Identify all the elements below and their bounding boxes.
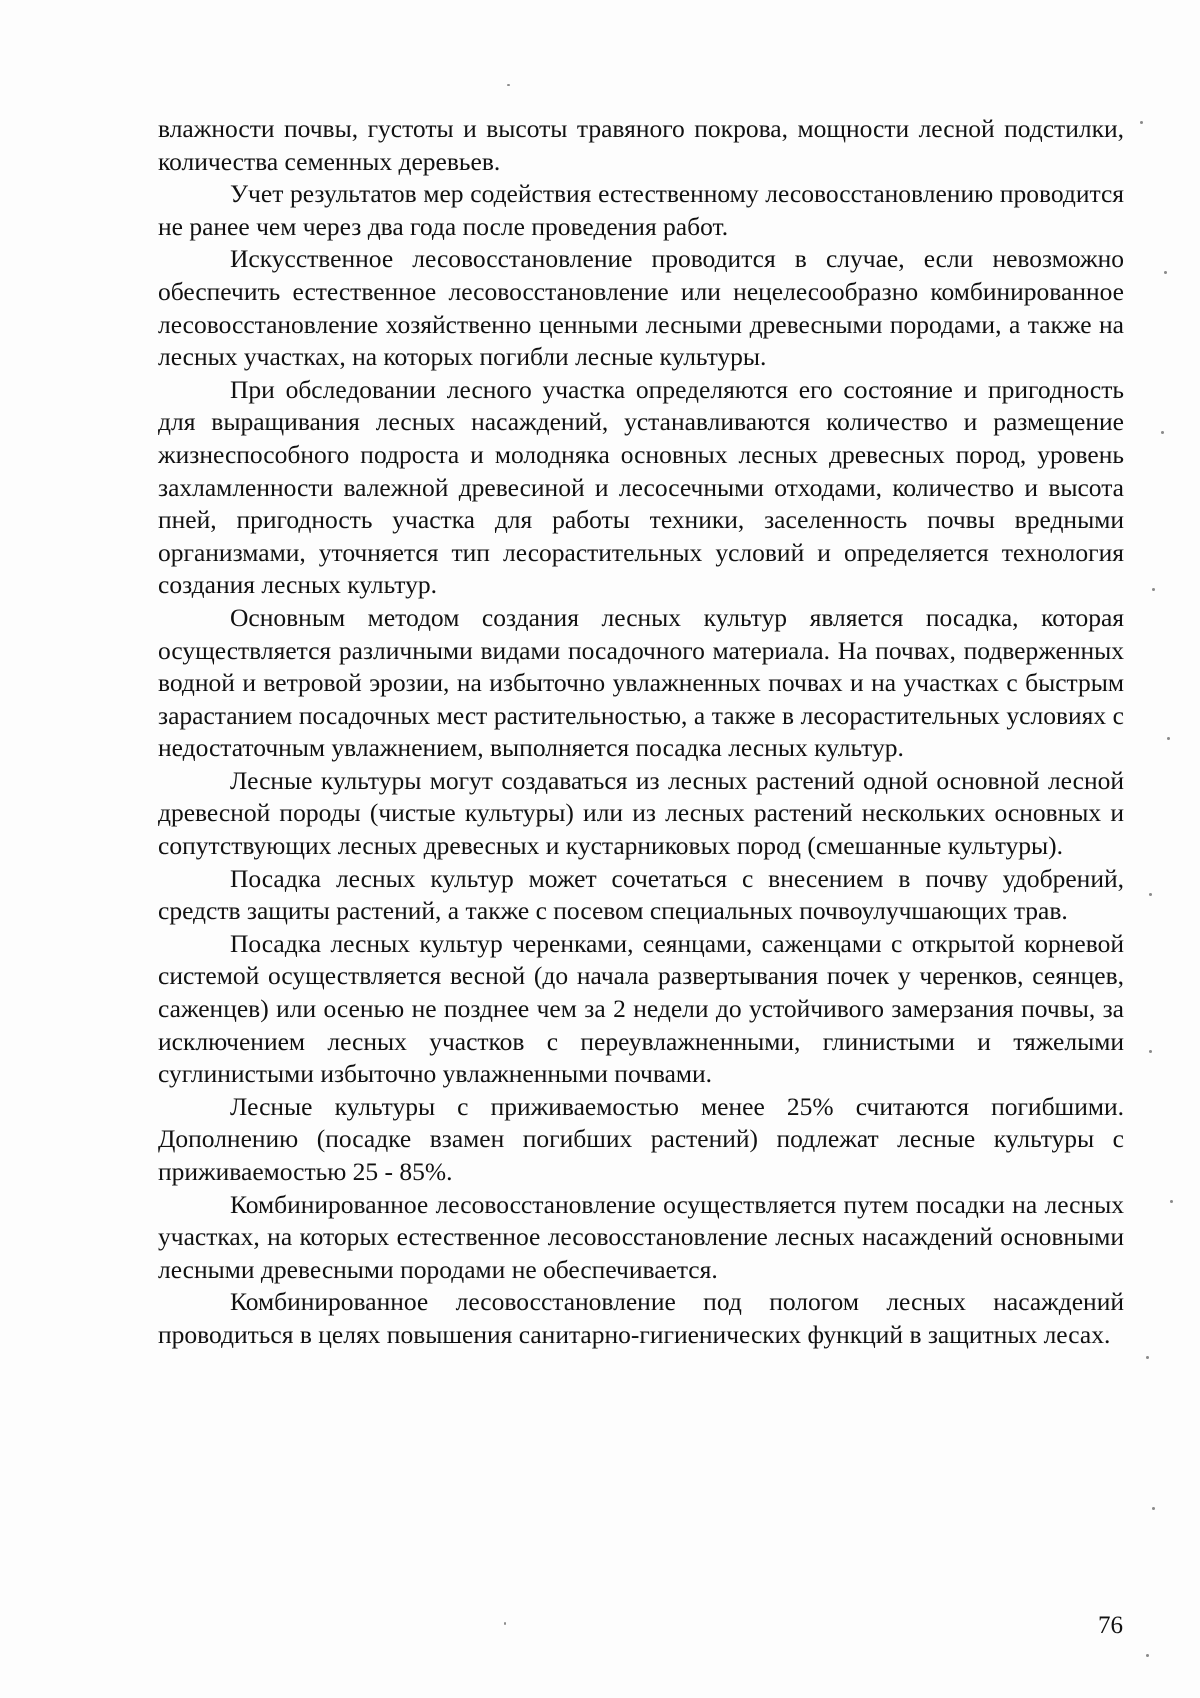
paragraph: Посадка лесных культур может сочетаться с внесением в почву удобрений, средств защиты растений, а также с посевом специальных почвоулучшающих трав.	[158, 863, 1124, 926]
paragraph: Лесные культуры могут создаваться из лесных растений одной основной лесной древесной породы (чистые культуры) или из лесных растений нескольких основных и сопутствующих лесных древесных и кустарниковых пород (смешанные культуры).	[158, 765, 1124, 861]
scan-speck	[1170, 1200, 1173, 1203]
document-body	[158, 113, 1124, 1352]
page-number: 76	[1098, 1612, 1123, 1639]
paragraph: влажности почвы, густоты и высоты травяного покрова, мощности лесной подстилки, количества семенных деревьев.	[158, 114, 1124, 176]
scan-speck	[507, 84, 510, 86]
paragraph: Комбинированное лесовосстановление осуществляется путем посадки на лесных участках, на которых естественное лесовосстановление лесных насаждений основными лесными древесными породами не обеспечивается.	[158, 1189, 1124, 1284]
paragraph: Искусственное лесовосстановление проводится в случае, если невозможно обеспечить естественное лесовосстановление или нецелесообразно комбинированное лесовосстановление хозяйственно ценными лесными древесными породами, а также на лесных участках, на которых погибли лесные культуры.	[158, 244, 1124, 372]
scan-speck	[1149, 893, 1152, 896]
paragraph: Основным методом создания лесных культур является посадка, которая осуществляется различными видами посадочного материала. На почвах, подверженных водной и ветровой эрозии, на избыточно увлажненных почвах и на участках с быстрым зарастанием посадочных мест растительностью, а также в лесорастительных условиях с недостаточным увлажнением, выполняется посадка лесных культур.	[158, 602, 1124, 763]
scan-speck	[1152, 1507, 1155, 1510]
scan-speck	[1146, 1356, 1149, 1359]
scan-speck	[1149, 1050, 1152, 1053]
scan-speck	[1146, 1654, 1149, 1657]
paragraph: Посадка лесных культур черенками, сеянцами, саженцами с открытой корневой системой осуществляется весной (до начала развертывания почек у черенков, сеянцев, саженцев) или осенью не позднее чем за 2 недели до устойчивого замерзания почвы, за исключением лесных участков с переувлажненными, глинистыми и тяжелыми суглинистыми избыточно увлажненными почвами.	[158, 928, 1124, 1089]
scan-speck	[1140, 121, 1143, 124]
scan-speck	[1167, 737, 1170, 740]
scan-speck	[504, 1622, 506, 1625]
paragraph: Лесные культуры с приживаемостью менее 25% считаются погибшими. Дополнению (посадке взамен погибших растений) подлежат лесные культуры с приживаемостью 25 - 85%.	[158, 1091, 1124, 1186]
paragraph: Учет результатов мер содействия естественному лесовосстановлению проводится не ранее чем через два года после проведения работ.	[158, 179, 1124, 241]
scan-speck	[1161, 431, 1164, 434]
paragraph: Комбинированное лесовосстановление под пологом лесных насаждений проводиться в целях повышения санитарно-гигиенических функций в защитных лесах.	[158, 1287, 1124, 1349]
paragraph: При обследовании лесного участка определяются его состояние и пригодность для выращивания лесных насаждений, устанавливаются количество и размещение жизнеспособного подроста и молодняка основных лесных древесных пород, уровень захламленности валежной древесиной и лесосечными отходами, количество и высота пней, пригодность участка для работы техники, заселенность почвы вредными организмами, уточняется тип лесорастительных условий и определяется технология создания лесных культур.	[158, 374, 1124, 600]
scan-speck	[1164, 271, 1167, 274]
scan-speck	[1152, 588, 1155, 591]
